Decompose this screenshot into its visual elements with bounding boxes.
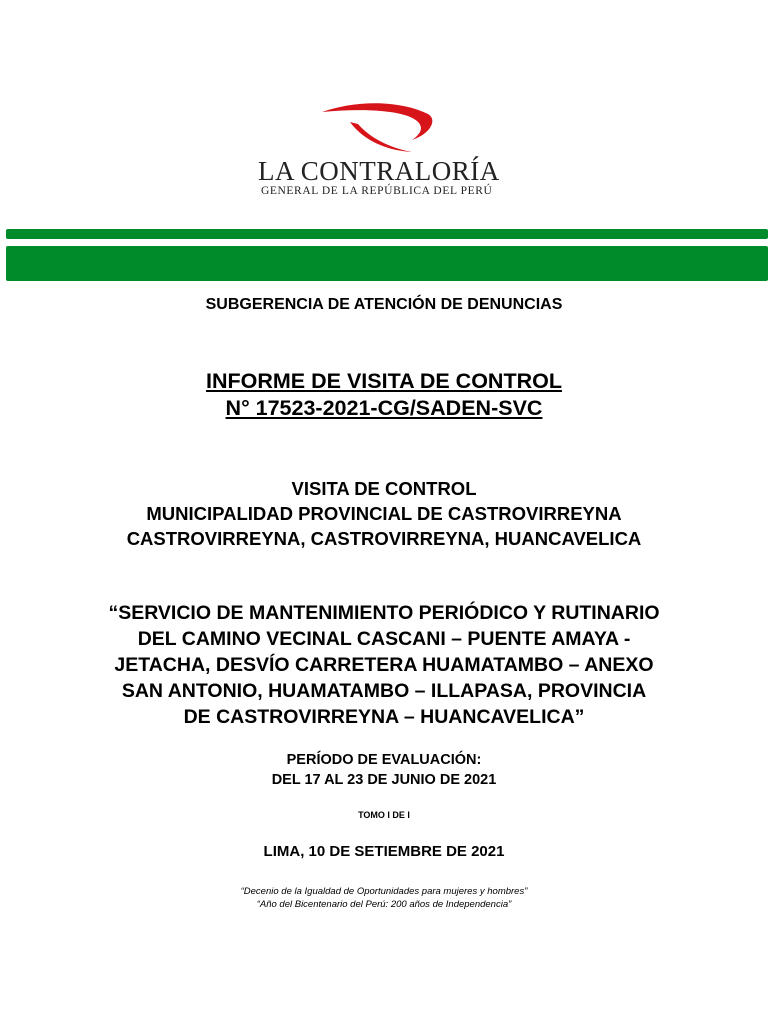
periodo-dates: DEL 17 AL 23 DE JUNIO DE 2021	[271, 772, 497, 788]
green-band-thin	[6, 229, 768, 239]
contraloria-logo	[250, 96, 520, 206]
place-date: LIMA, 10 DE SETIEMBRE DE 2021	[263, 843, 505, 860]
tomo-label: TOMO I DE I	[358, 810, 410, 820]
green-band-thick	[6, 246, 768, 281]
contraloria-swoosh-icon	[320, 100, 440, 158]
proyecto-line: JETACHA, DESVÍO CARRETERA HUAMATAMBO – ANEXO	[114, 654, 654, 676]
proyecto-line: DE CASTROVIRREYNA – HUANCAVELICA”	[183, 706, 585, 728]
periodo-label: PERÍODO DE EVALUACIÓN:	[286, 752, 482, 768]
logo-title: LA CONTRALORÍA	[258, 156, 500, 186]
motto-line: “Decenio de la Igualdad de Oportunidades para mujeres y hombres”	[240, 886, 528, 897]
visita-line: VISITA DE CONTROL	[291, 478, 477, 499]
logo-subtitle: GENERAL DE LA REPÚBLICA DEL PERÚ	[261, 185, 493, 197]
informe-title-line: INFORME DE VISITA DE CONTROL	[206, 369, 562, 393]
visita-line: MUNICIPALIDAD PROVINCIAL DE CASTROVIRREYNA	[146, 503, 622, 524]
subgerencia-heading: SUBGERENCIA DE ATENCIÓN DE DENUNCIAS	[205, 296, 563, 313]
informe-number-line: N° 17523-2021-CG/SADEN-SVC	[225, 396, 543, 420]
motto-line: “Año del Bicentenario del Perú: 200 años de Independencia”	[256, 899, 512, 910]
proyecto-line: “SERVICIO DE MANTENIMIENTO PERIÓDICO Y RUTINARIO	[108, 602, 660, 624]
proyecto-line: SAN ANTONIO, HUAMATAMBO – ILLAPASA, PROVINCIA	[121, 680, 647, 702]
visita-line: CASTROVIRREYNA, CASTROVIRREYNA, HUANCAVELICA	[126, 528, 642, 549]
proyecto-line: DEL CAMINO VECINAL CASCANI – PUENTE AMAYA -	[137, 628, 631, 650]
